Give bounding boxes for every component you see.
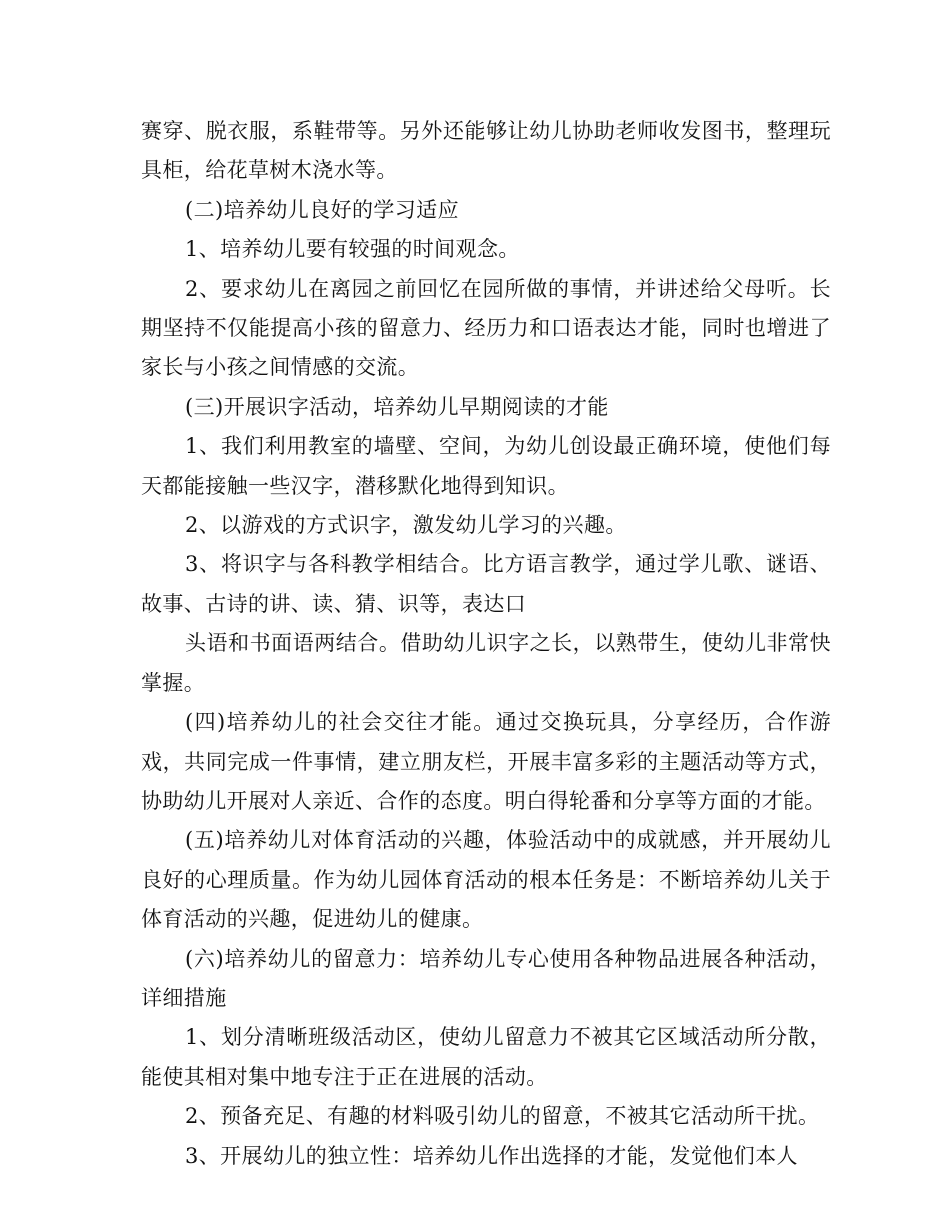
paragraph-6: 1、我们利用教室的墙壁、空间，为幼儿创设最正确环境，使他们每天都能接触一些汉字，潜移默化地得到知识。 bbox=[141, 434, 831, 498]
paragraph-7: 2、以游戏的方式识字，激发幼儿学习的兴趣。 bbox=[185, 513, 627, 538]
section-heading-3: (三)开展识字活动，培养幼儿早期阅读的才能 bbox=[185, 394, 609, 419]
section-heading-4: (四)培养幼儿的社会交往才能。通过交换玩具，分享经历，合作游戏，共同完成一件事情，建立朋友栏，开展丰富多彩的主题活动等方式，协助幼儿开展对人亲近、合作的态度。明白得轮番和分享等方面的才能。 bbox=[141, 710, 831, 813]
section-heading-2: (二)培养幼儿良好的学习适应 bbox=[185, 197, 459, 222]
section-heading-6: (六)培养幼儿的留意力：培养幼儿专心使用各种物品进展各种活动，详细措施 bbox=[141, 946, 831, 1010]
paragraph-13: 1、划分清晰班级活动区，使幼儿留意力不被其它区域活动所分散，能使其相对集中地专注于正在进展的活动。 bbox=[141, 1025, 831, 1089]
section-heading-5: (五)培养幼儿对体育活动的兴趣，体验活动中的成就感，并开展幼儿良好的心理质量。作为幼儿园体育活动的根本任务是：不断培养幼儿关于体育活动的兴趣，促进幼儿的健康。 bbox=[141, 828, 831, 932]
paragraph-1: 赛穿、脱衣服，系鞋带等。另外还能够让幼儿协助老师收发图书，整理玩具柜，给花草树木浇水等。 bbox=[141, 119, 831, 183]
paragraph-14: 2、预备充足、有趣的材料吸引幼儿的留意，不被其它活动所干扰。 bbox=[185, 1104, 820, 1129]
paragraph-15: 3、开展幼儿的独立性：培养幼儿作出选择的才能，发觉他们本人 bbox=[185, 1143, 798, 1168]
document-body bbox=[141, 112, 831, 1176]
paragraph-4: 2、要求幼儿在离园之前回忆在园所做的事情，并讲述给父母听。长期坚持不仅能提高小孩的留意力、经历力和口语表达才能，同时也增进了家长与小孩之间情感的交流。 bbox=[141, 276, 831, 380]
paragraph-8: 3、将识字与各科教学相结合。比方语言教学，通过学儿歌、谜语、故事、古诗的讲、读、猜、识等，表达口 bbox=[141, 552, 831, 616]
paragraph-3: 1、培养幼儿要有较强的时间观念。 bbox=[185, 237, 520, 262]
paragraph-9: 头语和书面语两结合。借助幼儿识字之长，以熟带生，使幼儿非常快掌握。 bbox=[141, 631, 831, 695]
